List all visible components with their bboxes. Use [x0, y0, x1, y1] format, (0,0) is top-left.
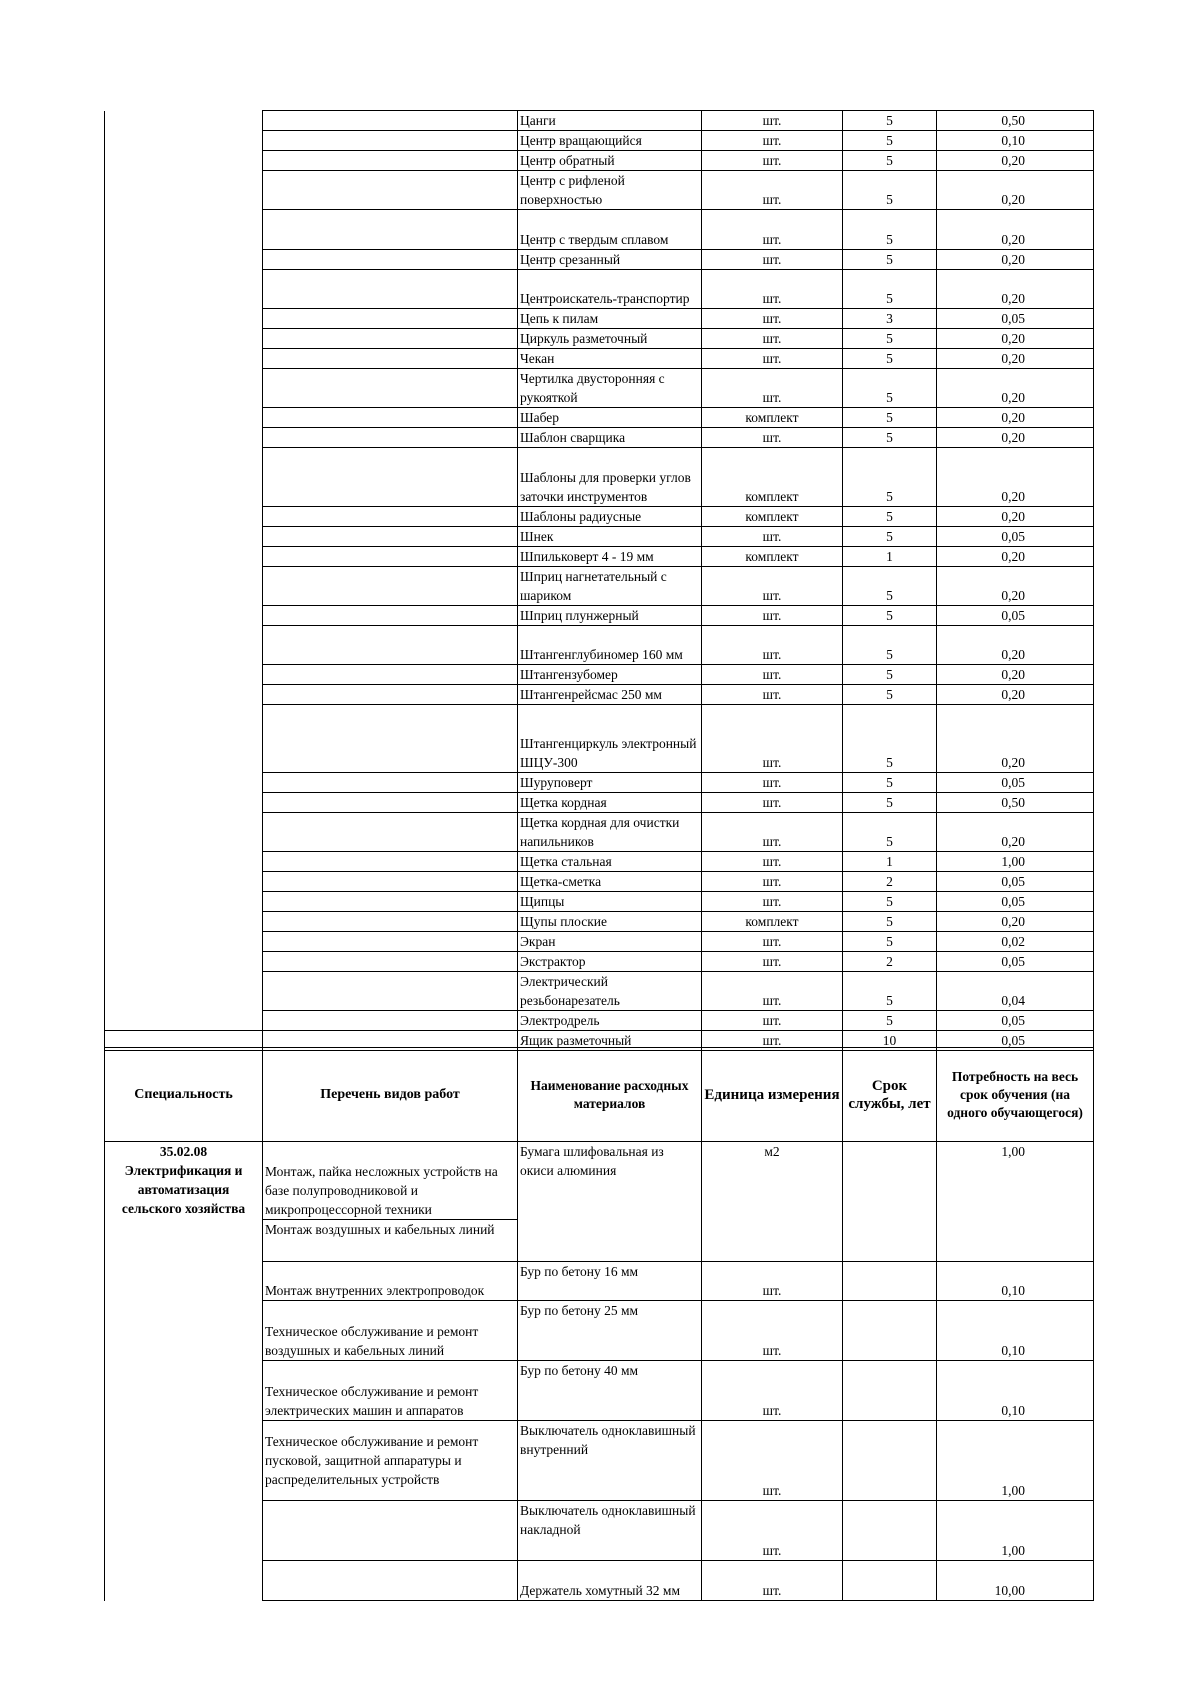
work-cell: Монтаж внутренних электропроводок — [263, 1262, 518, 1301]
tool-life: 5 — [843, 428, 937, 448]
tool-unit: шт. — [702, 527, 843, 547]
specialty-cell-empty — [105, 665, 263, 685]
specialty-cell-empty — [105, 527, 263, 547]
tool-life: 5 — [843, 408, 937, 428]
tool-name: Штангенрейсмас 250 мм — [518, 685, 702, 705]
tool-name: Шуруповерт — [518, 773, 702, 793]
material-life — [843, 1142, 937, 1262]
tool-unit: шт. — [702, 813, 843, 852]
table-row — [105, 349, 1094, 369]
specialty-cell-empty — [105, 952, 263, 972]
table-row — [105, 250, 1094, 270]
table-row — [105, 210, 1094, 250]
specialty-cell-empty — [105, 349, 263, 369]
material-need: 0,10 — [937, 1301, 1094, 1361]
tool-unit: шт. — [702, 1031, 843, 1051]
tool-life: 5 — [843, 626, 937, 665]
header-life: Срок службы, лет — [843, 1048, 937, 1142]
tool-life: 1 — [843, 852, 937, 872]
material-name: Выключатель одноклавишный накладной — [518, 1501, 702, 1561]
tool-need: 0,20 — [937, 408, 1094, 428]
material-need: 1,00 — [937, 1501, 1094, 1561]
tool-life: 5 — [843, 1011, 937, 1031]
materials-table — [104, 1047, 1094, 1601]
tool-life: 1 — [843, 547, 937, 567]
tool-need: 0,20 — [937, 428, 1094, 448]
work-cell-empty — [263, 210, 518, 250]
tool-life: 5 — [843, 606, 937, 626]
table-row — [105, 527, 1094, 547]
tool-unit: шт. — [702, 369, 843, 408]
tool-need: 0,05 — [937, 952, 1094, 972]
material-unit: шт. — [702, 1361, 843, 1421]
tool-name: Штангенглубиномер 160 мм — [518, 626, 702, 665]
table-row — [105, 111, 1094, 131]
material-need: 0,10 — [937, 1361, 1094, 1421]
tool-unit: шт. — [702, 210, 843, 250]
tool-life: 5 — [843, 250, 937, 270]
tool-unit: комплект — [702, 448, 843, 507]
work-cell-empty — [263, 111, 518, 131]
specialty-cell-empty — [105, 932, 263, 952]
work-cell-empty — [263, 813, 518, 852]
tool-name: Центроискатель-транспортир — [518, 270, 702, 309]
work-cell-empty — [263, 852, 518, 872]
material-name: Бур по бетону 16 мм — [518, 1262, 702, 1301]
tool-unit: шт. — [702, 972, 843, 1011]
tool-unit: шт. — [702, 892, 843, 912]
header-specialty: Специальность — [105, 1048, 263, 1142]
tool-unit: шт. — [702, 852, 843, 872]
table-row — [105, 606, 1094, 626]
tool-need: 0,20 — [937, 507, 1094, 527]
tool-name: Циркуль разметочный — [518, 329, 702, 349]
tool-need: 0,05 — [937, 773, 1094, 793]
table-row — [105, 131, 1094, 151]
tool-name: Шнек — [518, 527, 702, 547]
table-row — [105, 309, 1094, 329]
table-row — [105, 329, 1094, 349]
material-unit: шт. — [702, 1421, 843, 1501]
material-unit: шт. — [702, 1301, 843, 1361]
table-row — [105, 1011, 1094, 1031]
tool-need: 0,04 — [937, 972, 1094, 1011]
specialty-cell-empty — [105, 567, 263, 606]
tool-unit: комплект — [702, 507, 843, 527]
tool-unit: шт. — [702, 665, 843, 685]
work-cell-empty — [263, 606, 518, 626]
tool-unit: комплект — [702, 408, 843, 428]
tool-name: Щетка кордная для очистки напильников — [518, 813, 702, 852]
tool-need: 0,20 — [937, 705, 1094, 773]
material-life — [843, 1361, 937, 1421]
work-cell-empty — [263, 773, 518, 793]
work-cell-empty — [263, 349, 518, 369]
tool-life: 5 — [843, 131, 937, 151]
tool-unit: шт. — [702, 329, 843, 349]
table-row — [105, 151, 1094, 171]
specialty-cell-empty — [105, 369, 263, 408]
work-cell: Монтаж воздушных и кабельных линий — [263, 1220, 518, 1262]
tool-name: Экстрактор — [518, 952, 702, 972]
tool-unit: шт. — [702, 428, 843, 448]
material-unit: шт. — [702, 1561, 843, 1601]
work-cell-empty — [263, 369, 518, 408]
tool-need: 0,20 — [937, 369, 1094, 408]
tool-need: 0,20 — [937, 171, 1094, 210]
tool-need: 0,05 — [937, 309, 1094, 329]
specialty-cell-empty — [105, 250, 263, 270]
tool-unit: шт. — [702, 1011, 843, 1031]
table-row — [105, 270, 1094, 309]
table-row — [105, 852, 1094, 872]
work-cell-empty — [263, 892, 518, 912]
tool-unit: шт. — [702, 952, 843, 972]
material-unit: шт. — [702, 1501, 843, 1561]
tool-unit: шт. — [702, 606, 843, 626]
work-cell-empty — [263, 626, 518, 665]
table-row — [105, 685, 1094, 705]
tools-table — [104, 110, 1094, 1051]
work-cell-empty — [263, 270, 518, 309]
table-row — [105, 408, 1094, 428]
tool-life: 5 — [843, 151, 937, 171]
tool-life: 5 — [843, 773, 937, 793]
specialty-cell-empty — [105, 408, 263, 428]
tool-need: 0,20 — [937, 912, 1094, 932]
work-cell-empty — [263, 705, 518, 773]
tool-name: Ящик разметочный — [518, 1031, 702, 1051]
tool-life: 5 — [843, 932, 937, 952]
work-cell-empty — [263, 567, 518, 606]
table-row — [105, 1561, 1094, 1601]
work-cell — [263, 1561, 518, 1601]
tool-life: 5 — [843, 111, 937, 131]
tool-life: 5 — [843, 210, 937, 250]
tool-name: Шаблон сварщика — [518, 428, 702, 448]
table-row — [105, 952, 1094, 972]
tool-life: 5 — [843, 448, 937, 507]
tool-need: 0,05 — [937, 1031, 1094, 1051]
tool-need: 0,02 — [937, 932, 1094, 952]
specialty-cell-empty — [105, 912, 263, 932]
table-row — [105, 705, 1094, 773]
tool-name: Центр с рифленой поверхностью — [518, 171, 702, 210]
tool-need: 0,20 — [937, 626, 1094, 665]
material-name: Бур по бетону 40 мм — [518, 1361, 702, 1421]
specialty-cell-empty — [105, 705, 263, 773]
work-cell-empty — [263, 547, 518, 567]
work-cell-empty — [263, 448, 518, 507]
tool-unit: шт. — [702, 171, 843, 210]
specialty-cell-empty — [105, 151, 263, 171]
tool-name: Центр обратный — [518, 151, 702, 171]
tool-life: 5 — [843, 567, 937, 606]
specialty-cell-empty — [105, 428, 263, 448]
specialty-cell-empty — [105, 606, 263, 626]
tool-life: 5 — [843, 665, 937, 685]
tool-need: 0,20 — [937, 151, 1094, 171]
specialty-cell-empty — [105, 309, 263, 329]
work-cell-empty — [263, 527, 518, 547]
tool-need: 0,20 — [937, 813, 1094, 852]
tool-need: 0,20 — [937, 349, 1094, 369]
tool-name: Щетка стальная — [518, 852, 702, 872]
table-row — [105, 972, 1094, 1011]
tool-unit: шт. — [702, 685, 843, 705]
work-cell-empty — [263, 793, 518, 813]
specialty-cell-empty — [105, 773, 263, 793]
work-cell-empty — [263, 151, 518, 171]
table-row — [105, 912, 1094, 932]
work-cell-empty — [263, 872, 518, 892]
work-cell-empty — [263, 408, 518, 428]
material-unit: м2 — [702, 1142, 843, 1262]
material-life — [843, 1262, 937, 1301]
table-row — [105, 547, 1094, 567]
tool-life: 5 — [843, 813, 937, 852]
tool-name: Щетка кордная — [518, 793, 702, 813]
header-row — [105, 1048, 1094, 1142]
tool-need: 0,20 — [937, 685, 1094, 705]
material-life — [843, 1561, 937, 1601]
work-cell — [263, 1501, 518, 1561]
specialty-cell-cont — [105, 1561, 263, 1601]
specialty-cell-empty — [105, 685, 263, 705]
specialty-cell-empty — [105, 852, 263, 872]
tool-unit: шт. — [702, 793, 843, 813]
tool-life: 5 — [843, 912, 937, 932]
specialty-cell-empty — [105, 972, 263, 1011]
work-cell: Техническое обслуживание и ремонт воздушных и кабельных линий — [263, 1301, 518, 1361]
tool-unit: шт. — [702, 131, 843, 151]
work-cell-empty — [263, 428, 518, 448]
specialty-cell-empty — [105, 131, 263, 151]
specialty-cell: 35.02.08 Электрификация и автоматизация сельского хозяйства — [105, 1142, 263, 1561]
table-row — [105, 626, 1094, 665]
work-cell: Монтаж, пайка несложных устройств на базе полупроводниковой и микропроцессорной техники — [263, 1142, 518, 1220]
material-life — [843, 1421, 937, 1501]
table-row — [105, 773, 1094, 793]
table-row — [105, 892, 1094, 912]
specialty-cell-empty — [105, 813, 263, 852]
material-need: 0,10 — [937, 1262, 1094, 1301]
tool-name: Щетка-сметка — [518, 872, 702, 892]
tool-unit: шт. — [702, 872, 843, 892]
tool-need: 1,00 — [937, 852, 1094, 872]
work-cell-empty — [263, 685, 518, 705]
tool-name: Чекан — [518, 349, 702, 369]
tool-name: Центр с твердым сплавом — [518, 210, 702, 250]
tool-unit: шт. — [702, 270, 843, 309]
tool-unit: шт. — [702, 349, 843, 369]
tool-name: Щупы плоские — [518, 912, 702, 932]
header-unit: Единица измерения — [702, 1048, 843, 1142]
tool-unit: комплект — [702, 547, 843, 567]
work-cell-empty — [263, 329, 518, 349]
tool-unit: шт. — [702, 151, 843, 171]
material-unit: шт. — [702, 1262, 843, 1301]
work-cell-empty — [263, 665, 518, 685]
specialty-cell-empty — [105, 111, 263, 131]
tool-need: 0,50 — [937, 793, 1094, 813]
material-name: Выключатель одноклавишный внутренний — [518, 1421, 702, 1501]
tool-unit: шт. — [702, 309, 843, 329]
tool-life: 10 — [843, 1031, 937, 1051]
tool-need: 0,20 — [937, 210, 1094, 250]
specialty-cell-empty — [105, 626, 263, 665]
specialty-cell-empty — [105, 793, 263, 813]
tool-life: 2 — [843, 872, 937, 892]
work-cell-empty — [263, 309, 518, 329]
tool-name: Экран — [518, 932, 702, 952]
work-cell-empty — [263, 507, 518, 527]
specialty-cell-empty — [105, 547, 263, 567]
tool-life: 5 — [843, 369, 937, 408]
tool-need: 0,10 — [937, 131, 1094, 151]
specialty-cell-empty — [105, 872, 263, 892]
tool-need: 0,20 — [937, 329, 1094, 349]
tool-name: Штангензубомер — [518, 665, 702, 685]
tool-unit: шт. — [702, 705, 843, 773]
material-need: 1,00 — [937, 1421, 1094, 1501]
work-cell: Техническое обслуживание и ремонт электрических машин и аппаратов — [263, 1361, 518, 1421]
tool-name: Шприц нагнетательный с шариком — [518, 567, 702, 606]
tool-need: 0,05 — [937, 527, 1094, 547]
table-row — [105, 813, 1094, 852]
specialty-cell-empty — [105, 171, 263, 210]
tool-name: Цепь к пилам — [518, 309, 702, 329]
tool-need: 0,05 — [937, 892, 1094, 912]
tool-name: Электрический резьбонарезатель — [518, 972, 702, 1011]
work-cell-empty — [263, 171, 518, 210]
tool-life: 5 — [843, 270, 937, 309]
material-name: Бур по бетону 25 мм — [518, 1301, 702, 1361]
header-works: Перечень видов работ — [263, 1048, 518, 1142]
specialty-cell-empty — [105, 448, 263, 507]
tool-life: 5 — [843, 892, 937, 912]
material-need: 1,00 — [937, 1142, 1094, 1262]
tool-name: Цанги — [518, 111, 702, 131]
table-row — [105, 171, 1094, 210]
material-name: Бумага шлифовальная из окиси алюминия — [518, 1142, 702, 1262]
work-cell-empty — [263, 131, 518, 151]
tool-life: 5 — [843, 507, 937, 527]
tool-unit: комплект — [702, 912, 843, 932]
table-row — [105, 793, 1094, 813]
table-row — [105, 665, 1094, 685]
tool-name: Шаблоны радиусные — [518, 507, 702, 527]
tool-unit: шт. — [702, 626, 843, 665]
specialty-cell-empty — [105, 892, 263, 912]
tool-name: Шприц плунжерный — [518, 606, 702, 626]
specialty-cell-empty — [105, 1011, 263, 1031]
tool-need: 0,50 — [937, 111, 1094, 131]
work-cell-empty — [263, 972, 518, 1011]
specialty-cell-empty — [105, 329, 263, 349]
work-cell-empty — [263, 932, 518, 952]
work-cell-empty — [263, 1011, 518, 1031]
tool-unit: шт. — [702, 567, 843, 606]
tool-unit: шт. — [702, 111, 843, 131]
tool-need: 0,05 — [937, 872, 1094, 892]
table-row — [105, 932, 1094, 952]
tool-need: 0,20 — [937, 448, 1094, 507]
tool-need: 0,20 — [937, 567, 1094, 606]
tool-name: Центр срезанный — [518, 250, 702, 270]
tool-life: 2 — [843, 952, 937, 972]
tool-name: Шабер — [518, 408, 702, 428]
tool-life: 3 — [843, 309, 937, 329]
tool-life: 5 — [843, 793, 937, 813]
tool-name: Шпильковерт 4 - 19 мм — [518, 547, 702, 567]
specialty-cell-empty — [105, 270, 263, 309]
tool-name: Щипцы — [518, 892, 702, 912]
tool-life: 5 — [843, 705, 937, 773]
table-row — [105, 872, 1094, 892]
tool-need: 0,20 — [937, 665, 1094, 685]
tool-name: Шаблоны для проверки углов заточки инструментов — [518, 448, 702, 507]
tool-need: 0,20 — [937, 250, 1094, 270]
header-need: Потребность на весь срок обучения (на одного обучающегося) — [937, 1048, 1094, 1142]
tool-need: 0,20 — [937, 270, 1094, 309]
table-row — [105, 1142, 1094, 1220]
tool-unit: шт. — [702, 773, 843, 793]
material-life — [843, 1501, 937, 1561]
tool-name: Электродрель — [518, 1011, 702, 1031]
table-row — [105, 448, 1094, 507]
tool-need: 0,20 — [937, 547, 1094, 567]
header-material: Наименование расходных материалов — [518, 1048, 702, 1142]
table-row — [105, 428, 1094, 448]
work-cell-empty — [263, 250, 518, 270]
work-cell-empty — [263, 912, 518, 932]
material-name: Держатель хомутный 32 мм — [518, 1561, 702, 1601]
tool-unit: шт. — [702, 250, 843, 270]
tool-life: 5 — [843, 329, 937, 349]
tool-need: 0,05 — [937, 606, 1094, 626]
table-row — [105, 567, 1094, 606]
tool-life: 5 — [843, 685, 937, 705]
specialty-cell-empty — [105, 210, 263, 250]
tool-life: 5 — [843, 972, 937, 1011]
tool-name: Центр вращающийся — [518, 131, 702, 151]
tool-name: Штангенциркуль электронный ШЦУ-300 — [518, 705, 702, 773]
table-row — [105, 369, 1094, 408]
specialty-cell-empty — [105, 507, 263, 527]
tool-unit: шт. — [702, 932, 843, 952]
tool-name: Чертилка двусторонняя с рукояткой — [518, 369, 702, 408]
material-life — [843, 1301, 937, 1361]
material-need: 10,00 — [937, 1561, 1094, 1601]
tool-life: 5 — [843, 349, 937, 369]
work-cell: Техническое обслуживание и ремонт пусковой, защитной аппаратуры и распределительных устройств — [263, 1421, 518, 1501]
work-cell-empty — [263, 952, 518, 972]
tool-life: 5 — [843, 527, 937, 547]
tool-life: 5 — [843, 171, 937, 210]
table-row — [105, 507, 1094, 527]
tool-need: 0,05 — [937, 1011, 1094, 1031]
